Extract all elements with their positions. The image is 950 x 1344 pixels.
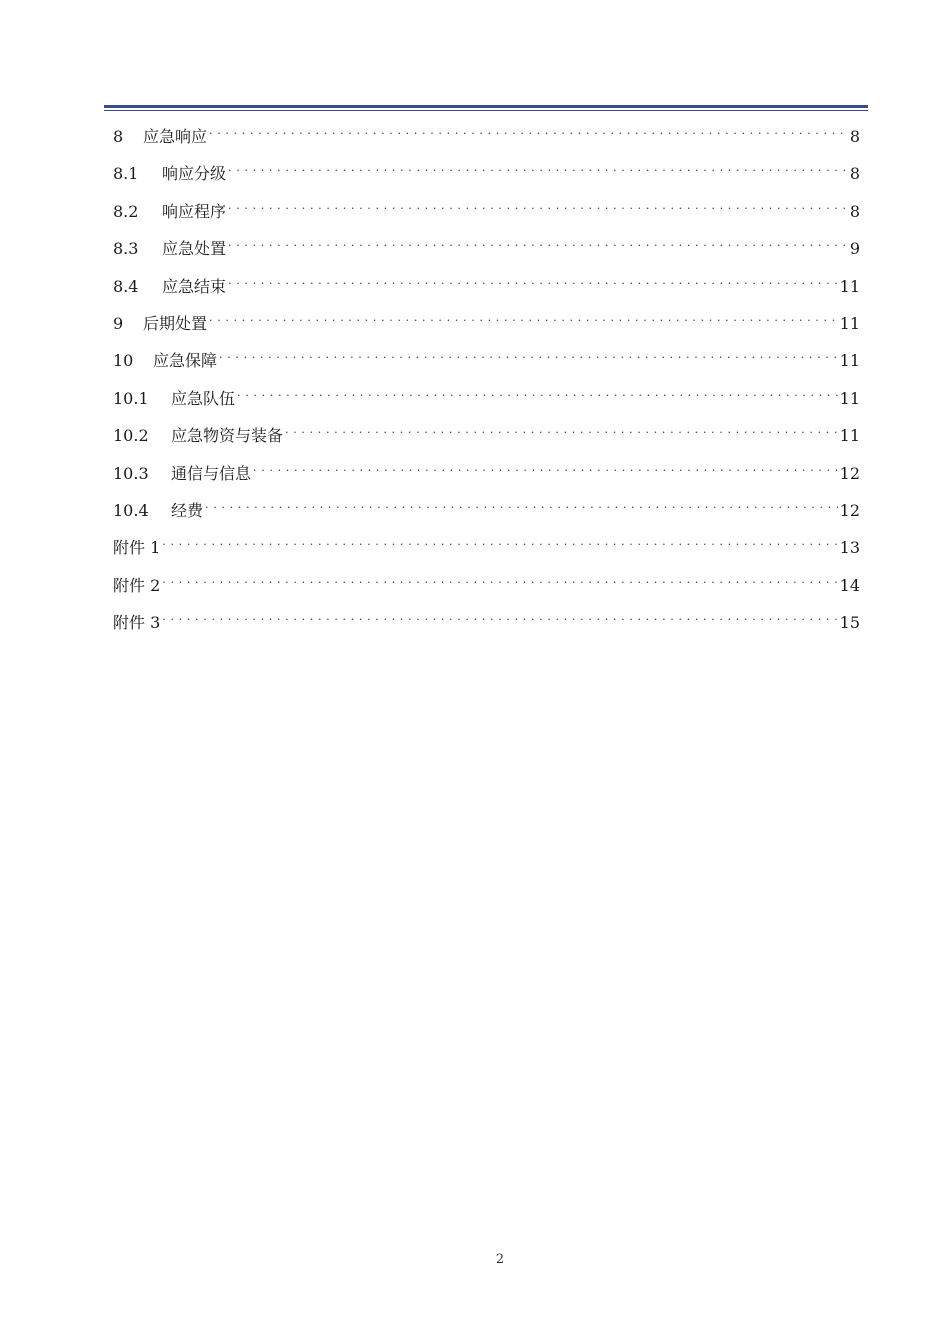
toc-entry[interactable] bbox=[113, 567, 860, 604]
toc-entry-title: 应急物资与装备 bbox=[171, 426, 284, 446]
toc-entry-title: 经费 bbox=[171, 500, 204, 520]
toc-entry-title: 应急结束 bbox=[162, 276, 227, 296]
toc-dot-leader bbox=[237, 380, 838, 404]
toc-dot-leader bbox=[162, 567, 837, 591]
toc-entry-title: 附件 2 bbox=[113, 575, 161, 595]
toc-entry-page: 11 bbox=[839, 276, 860, 296]
toc-entry-page: 11 bbox=[839, 313, 860, 333]
toc-entry-number: 9 bbox=[113, 313, 124, 333]
toc-entry-title: 后期处置 bbox=[143, 313, 208, 333]
toc-dot-leader bbox=[228, 230, 848, 254]
toc-dot-leader bbox=[162, 604, 837, 628]
toc-dot-leader bbox=[228, 268, 838, 292]
toc-entry-title: 应急响应 bbox=[143, 127, 208, 146]
toc-dot-leader bbox=[285, 417, 838, 441]
table-of-contents bbox=[113, 118, 860, 641]
toc-dot-leader bbox=[205, 492, 838, 516]
toc-entry-page: 11 bbox=[839, 388, 860, 408]
toc-entry-title: 响应分级 bbox=[162, 164, 227, 184]
page-number: 2 bbox=[495, 1252, 505, 1267]
toc-entry-page: 8 bbox=[849, 201, 860, 221]
toc-entry-page: 9 bbox=[849, 239, 860, 259]
toc-entry-title: 通信与信息 bbox=[171, 463, 252, 483]
toc-entry-number: 10 bbox=[113, 351, 134, 371]
toc-entry-page: 12 bbox=[839, 463, 860, 483]
toc-dot-leader bbox=[162, 529, 837, 553]
toc-entry[interactable] bbox=[113, 417, 860, 454]
toc-entry-page: 8 bbox=[849, 164, 860, 184]
toc-entry[interactable] bbox=[113, 193, 860, 230]
toc-entry-page: 11 bbox=[839, 426, 860, 446]
toc-entry-number: 8 bbox=[113, 127, 124, 146]
toc-entry[interactable] bbox=[113, 604, 860, 641]
toc-entry-title: 附件 3 bbox=[113, 613, 161, 633]
toc-entry[interactable] bbox=[113, 342, 860, 379]
toc-entry-page: 11 bbox=[839, 351, 860, 371]
toc-entry-title: 附件 1 bbox=[113, 538, 161, 558]
toc-entry-page: 12 bbox=[839, 500, 860, 520]
toc-entry[interactable] bbox=[113, 268, 860, 305]
toc-entry-number: 8.4 bbox=[113, 276, 139, 296]
toc-entry[interactable] bbox=[113, 455, 860, 492]
toc-entry-number: 10.4 bbox=[113, 500, 149, 520]
toc-entry-page: 15 bbox=[839, 613, 860, 633]
toc-entry-title: 应急保障 bbox=[153, 351, 218, 371]
toc-entry[interactable] bbox=[113, 492, 860, 529]
toc-dot-leader bbox=[219, 342, 838, 366]
toc-entry-title: 应急队伍 bbox=[171, 388, 236, 408]
toc-dot-leader bbox=[228, 193, 848, 217]
toc-entry-number: 8.2 bbox=[113, 201, 139, 221]
header-rule-thin bbox=[104, 110, 868, 111]
toc-dot-leader bbox=[253, 455, 838, 479]
toc-entry[interactable] bbox=[113, 155, 860, 192]
toc-dot-leader bbox=[228, 155, 848, 179]
toc-entry-number: 10.2 bbox=[113, 426, 149, 446]
toc-entry-number: 10.3 bbox=[113, 463, 149, 483]
toc-dot-leader bbox=[209, 118, 848, 142]
toc-entry[interactable] bbox=[113, 380, 860, 417]
toc-entry-page: 13 bbox=[839, 538, 860, 558]
toc-entry[interactable] bbox=[113, 529, 860, 566]
toc-entry-title: 应急处置 bbox=[162, 239, 227, 259]
toc-entry[interactable] bbox=[113, 230, 860, 267]
toc-entry-title: 响应程序 bbox=[162, 201, 227, 221]
toc-entry-number: 8.1 bbox=[113, 164, 139, 184]
header-rule-thick bbox=[104, 105, 868, 108]
toc-dot-leader bbox=[209, 305, 838, 329]
toc-entry-number: 8.3 bbox=[113, 239, 139, 259]
toc-entry-number: 10.1 bbox=[113, 388, 149, 408]
toc-entry-page: 14 bbox=[839, 575, 860, 595]
toc-entry-page: 8 bbox=[849, 127, 860, 146]
toc-entry[interactable] bbox=[113, 118, 860, 155]
toc-entry[interactable] bbox=[113, 305, 860, 342]
